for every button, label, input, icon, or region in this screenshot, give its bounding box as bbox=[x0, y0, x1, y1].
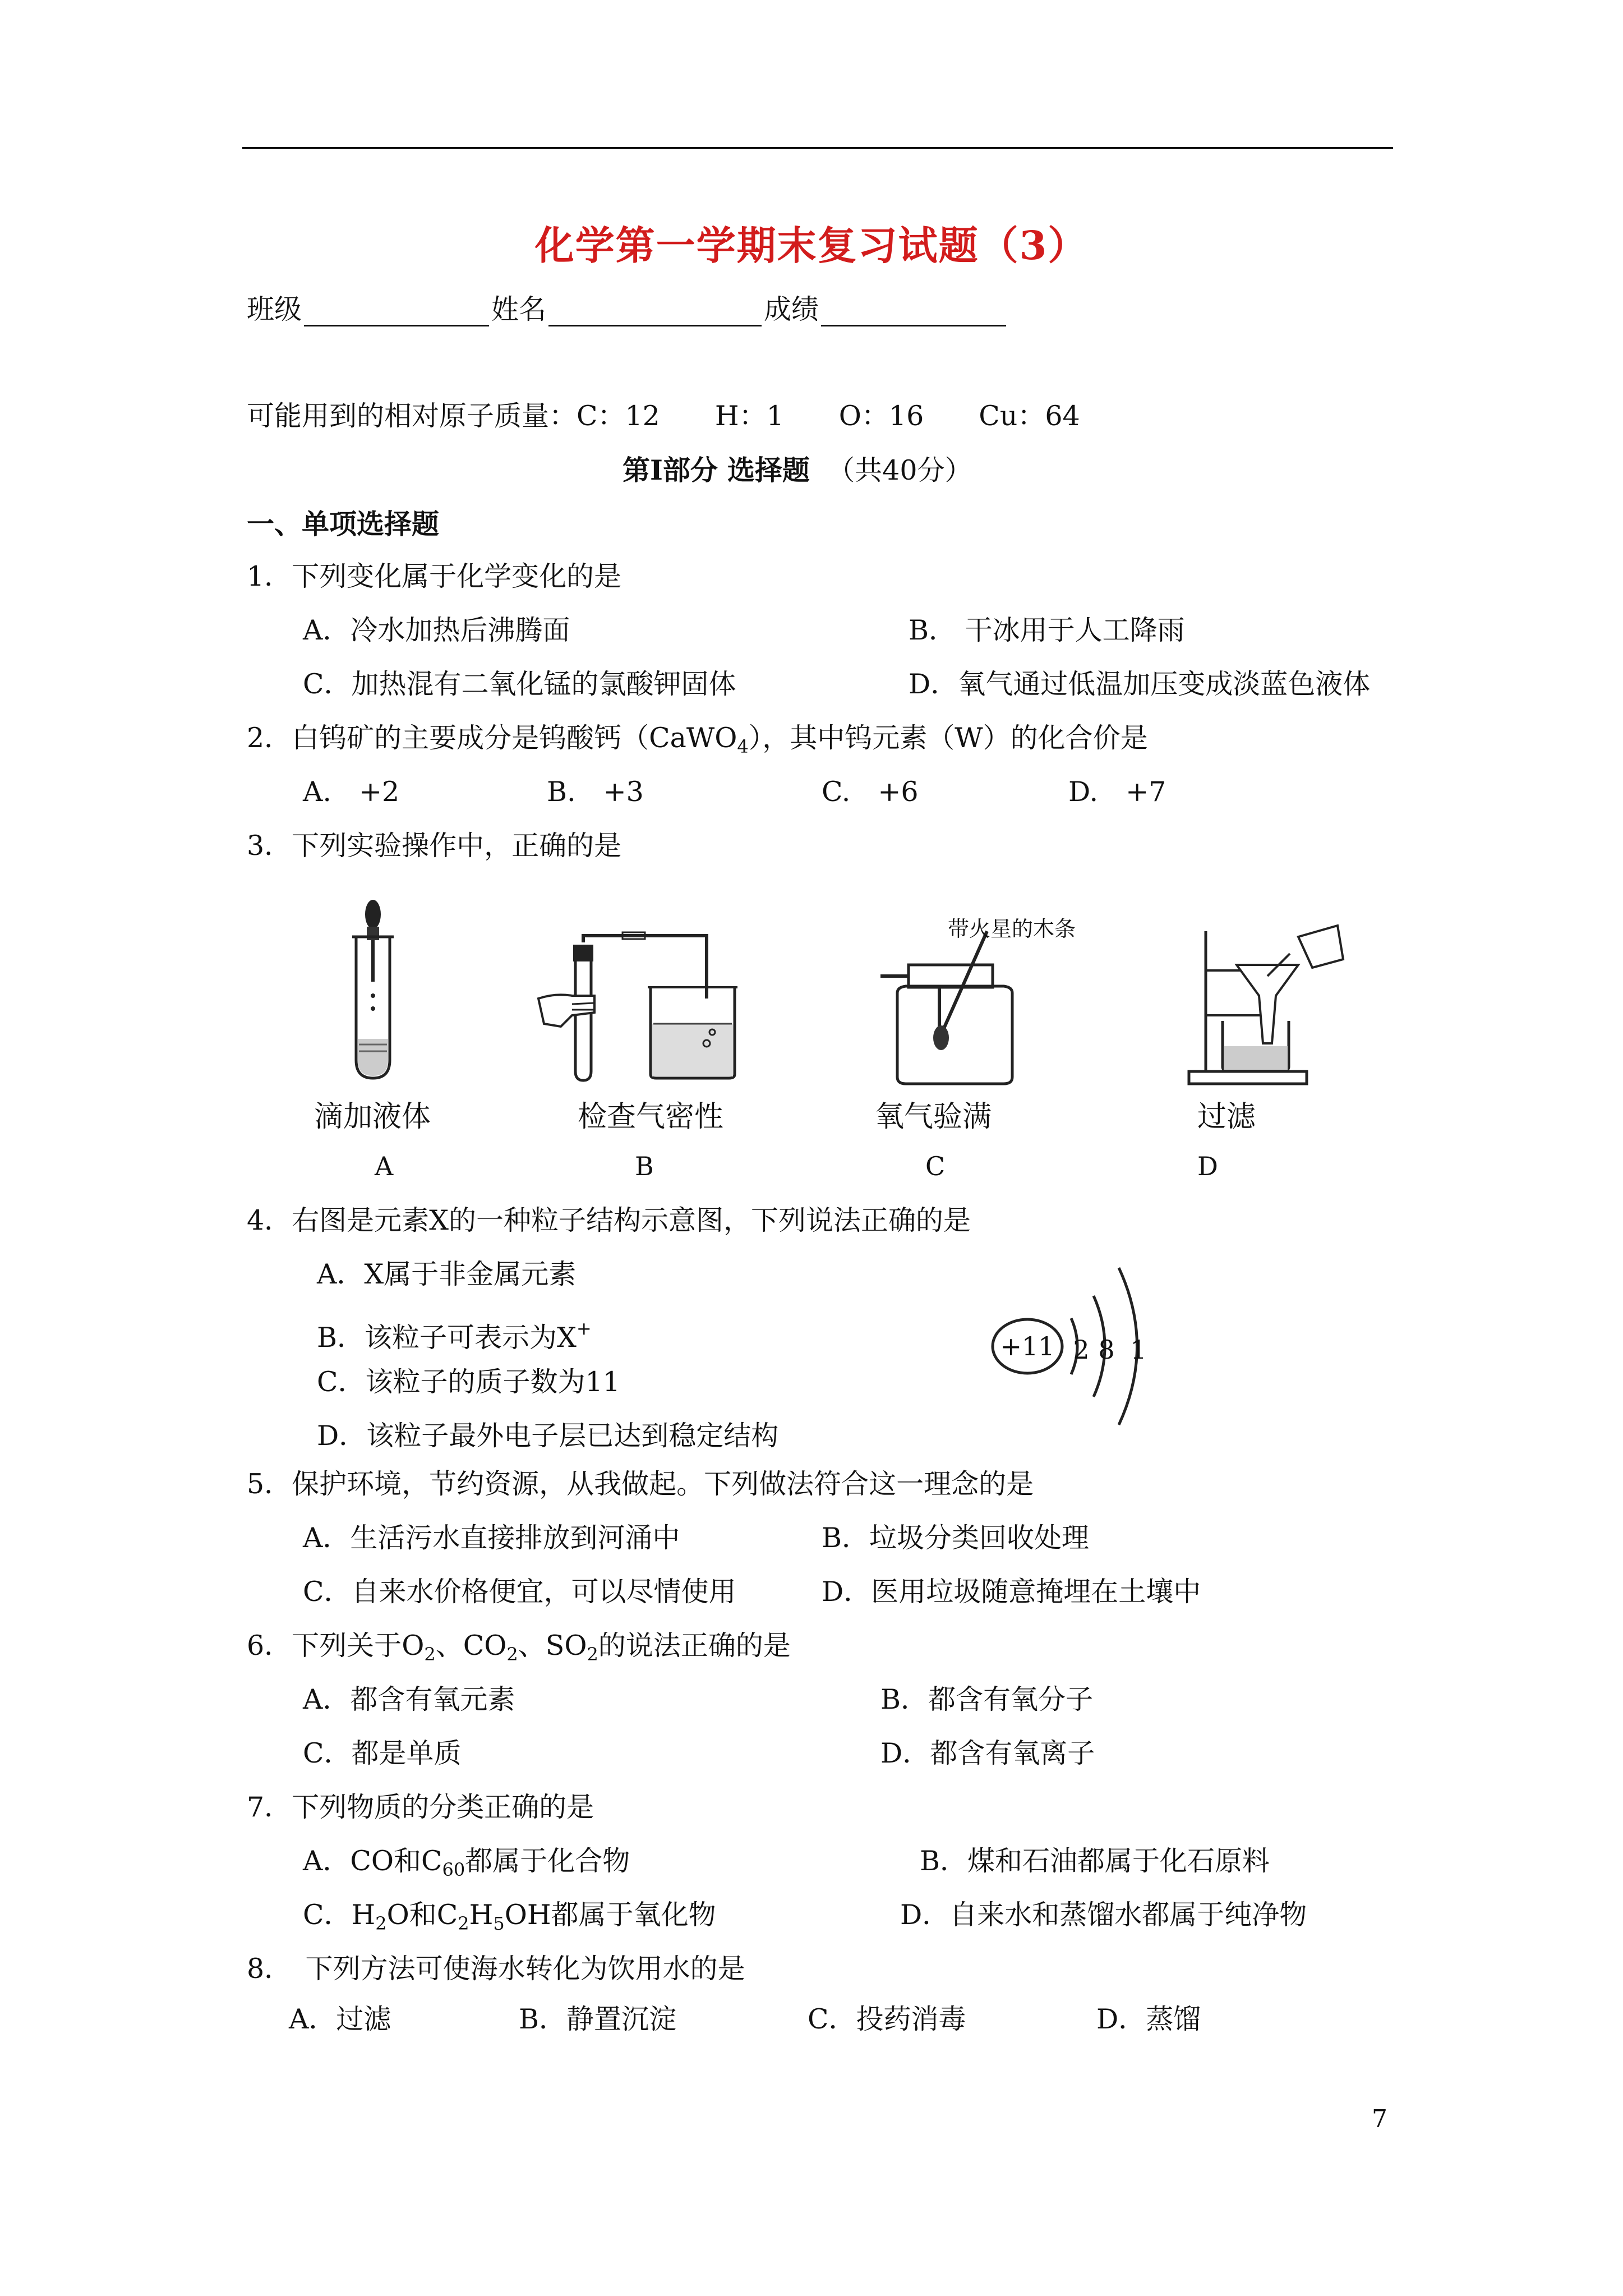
q6-option-a[interactable]: A．都含有氧元素 bbox=[303, 1683, 515, 1715]
option-letter-b[interactable]: B bbox=[635, 1151, 654, 1181]
q7-option-b[interactable]: B．煤和石油都属于化石原料 bbox=[920, 1845, 1270, 1877]
q1-stem: 1．下列变化属于化学变化的是 bbox=[247, 560, 622, 592]
atomic-masses: 可能用到的相对原子质量：C：12 H：1 O：16 Cu：64 bbox=[247, 400, 1080, 432]
q3-stem: 3．下列实验操作中，正确的是 bbox=[247, 830, 622, 862]
q4-stem: 4．右图是元素X的一种粒子结构示意图，下列说法正确的是 bbox=[247, 1204, 971, 1236]
q2-option-b[interactable]: B. +3 bbox=[547, 776, 644, 808]
figure-a-dropping-liquid bbox=[331, 898, 415, 1083]
q4-option-b[interactable]: B．该粒子可表示为X+ bbox=[317, 1318, 592, 1354]
section-heading: 一、单项选择题 bbox=[247, 508, 440, 540]
q5-option-a[interactable]: A．生活污水直接排放到河涌中 bbox=[303, 1522, 680, 1554]
q2-option-d[interactable]: D. +7 bbox=[1068, 776, 1166, 808]
q8-option-d[interactable]: D．蒸馏 bbox=[1096, 2003, 1201, 2035]
part1-title: 第Ⅰ部分 选择题 bbox=[623, 454, 810, 486]
name-blank[interactable] bbox=[548, 299, 762, 326]
name-label: 姓名 bbox=[491, 293, 547, 325]
page-number: 7 bbox=[1372, 2105, 1387, 2133]
class-label: 班级 bbox=[247, 293, 302, 325]
nucleus-charge: +11 bbox=[1000, 1331, 1055, 1361]
q8-option-a[interactable]: A．过滤 bbox=[289, 2003, 391, 2035]
part1-heading bbox=[623, 453, 972, 487]
q4-option-a[interactable]: A．X属于非金属元素 bbox=[317, 1258, 577, 1290]
q5-option-d[interactable]: D．医用垃圾随意掩埋在土壤中 bbox=[822, 1576, 1201, 1608]
atom-structure-diagram bbox=[987, 1262, 1172, 1430]
q7-option-a[interactable]: A．CO和$C_{60}$都属于化合物 bbox=[303, 1845, 630, 1880]
q6-option-b[interactable]: B．都含有氧分子 bbox=[880, 1683, 1094, 1715]
q7-option-d[interactable]: D．自来水和蒸馏水都属于纯净物 bbox=[900, 1899, 1307, 1931]
figure-c-label: 带火星的木条 bbox=[948, 917, 1076, 941]
q8-option-c[interactable]: C．投药消毒 bbox=[808, 2003, 966, 2035]
q4-option-d[interactable]: D．该粒子最外电子层已达到稳定结构 bbox=[317, 1420, 779, 1452]
q1-option-c[interactable]: C．加热混有二氧化锰的氯酸钾固体 bbox=[303, 668, 736, 700]
q6-option-c[interactable]: C．都是单质 bbox=[303, 1737, 462, 1769]
q8-option-b[interactable]: B．静置沉淀 bbox=[519, 2003, 677, 2035]
q5-option-c[interactable]: C．自来水价格便宜，可以尽情使用 bbox=[303, 1576, 736, 1608]
option-letter-d[interactable]: D bbox=[1197, 1151, 1218, 1181]
caption-d: 过滤 bbox=[1197, 1100, 1256, 1134]
q8-stem: 8． 下列方法可使海水转化为饮用水的是 bbox=[247, 1953, 745, 1985]
q2-option-a[interactable]: A. +2 bbox=[303, 776, 400, 808]
option-letter-c[interactable]: C bbox=[925, 1151, 946, 1181]
caption-b: 检查气密性 bbox=[578, 1100, 724, 1134]
figure-d-filtration bbox=[1178, 920, 1346, 1088]
shell-1-electrons: 2 bbox=[1073, 1335, 1090, 1365]
q6-stem: 6．下列关于$O_2$、$CO_2$、$SO_2$的说法正确的是 bbox=[247, 1630, 791, 1665]
q5-stem: 5．保护环境，节约资源，从我做起。下列做法符合这一理念的是 bbox=[247, 1468, 1034, 1500]
header-rule bbox=[242, 147, 1393, 149]
q2-option-c[interactable]: C. +6 bbox=[822, 776, 919, 808]
caption-a: 滴加液体 bbox=[314, 1100, 431, 1134]
q2-stem: 2．白钨矿的主要成分是钨酸钙（CaWO$_4$），其中钨元素（W）的化合价是 bbox=[247, 722, 1148, 757]
figure-b-airtightness-check bbox=[538, 931, 751, 1083]
q5-option-b[interactable]: B．垃圾分类回收处理 bbox=[822, 1522, 1090, 1554]
q7-option-c[interactable]: C．$H_2O$和$C_2H_5OH$都属于氧化物 bbox=[303, 1899, 716, 1934]
class-blank[interactable] bbox=[304, 299, 489, 326]
shell-2-electrons: 8 bbox=[1098, 1335, 1115, 1365]
q1-option-d[interactable]: D．氧气通过低温加压变成淡蓝色液体 bbox=[909, 668, 1371, 700]
caption-c: 氧气验满 bbox=[875, 1100, 992, 1134]
score-label: 成绩 bbox=[764, 293, 819, 325]
option-letter-a[interactable]: A bbox=[375, 1151, 394, 1181]
part1-score: （共40分） bbox=[827, 454, 972, 486]
q1-option-a[interactable]: A．冷水加热后沸腾面 bbox=[303, 614, 570, 646]
q1-option-b[interactable]: B． 干冰用于人工降雨 bbox=[909, 614, 1185, 646]
student-info-line bbox=[247, 293, 1008, 326]
q4-option-c[interactable]: C．该粒子的质子数为11 bbox=[317, 1366, 620, 1398]
score-blank[interactable] bbox=[821, 299, 1006, 326]
q7-stem: 7．下列物质的分类正确的是 bbox=[247, 1791, 594, 1823]
shell-3-electrons: 1 bbox=[1130, 1335, 1147, 1365]
figure-c-oxygen-test bbox=[875, 920, 1155, 1088]
page-title: 化学第一学期末复习试题（3） bbox=[534, 222, 1089, 269]
q6-option-d[interactable]: D．都含有氧离子 bbox=[880, 1737, 1095, 1769]
